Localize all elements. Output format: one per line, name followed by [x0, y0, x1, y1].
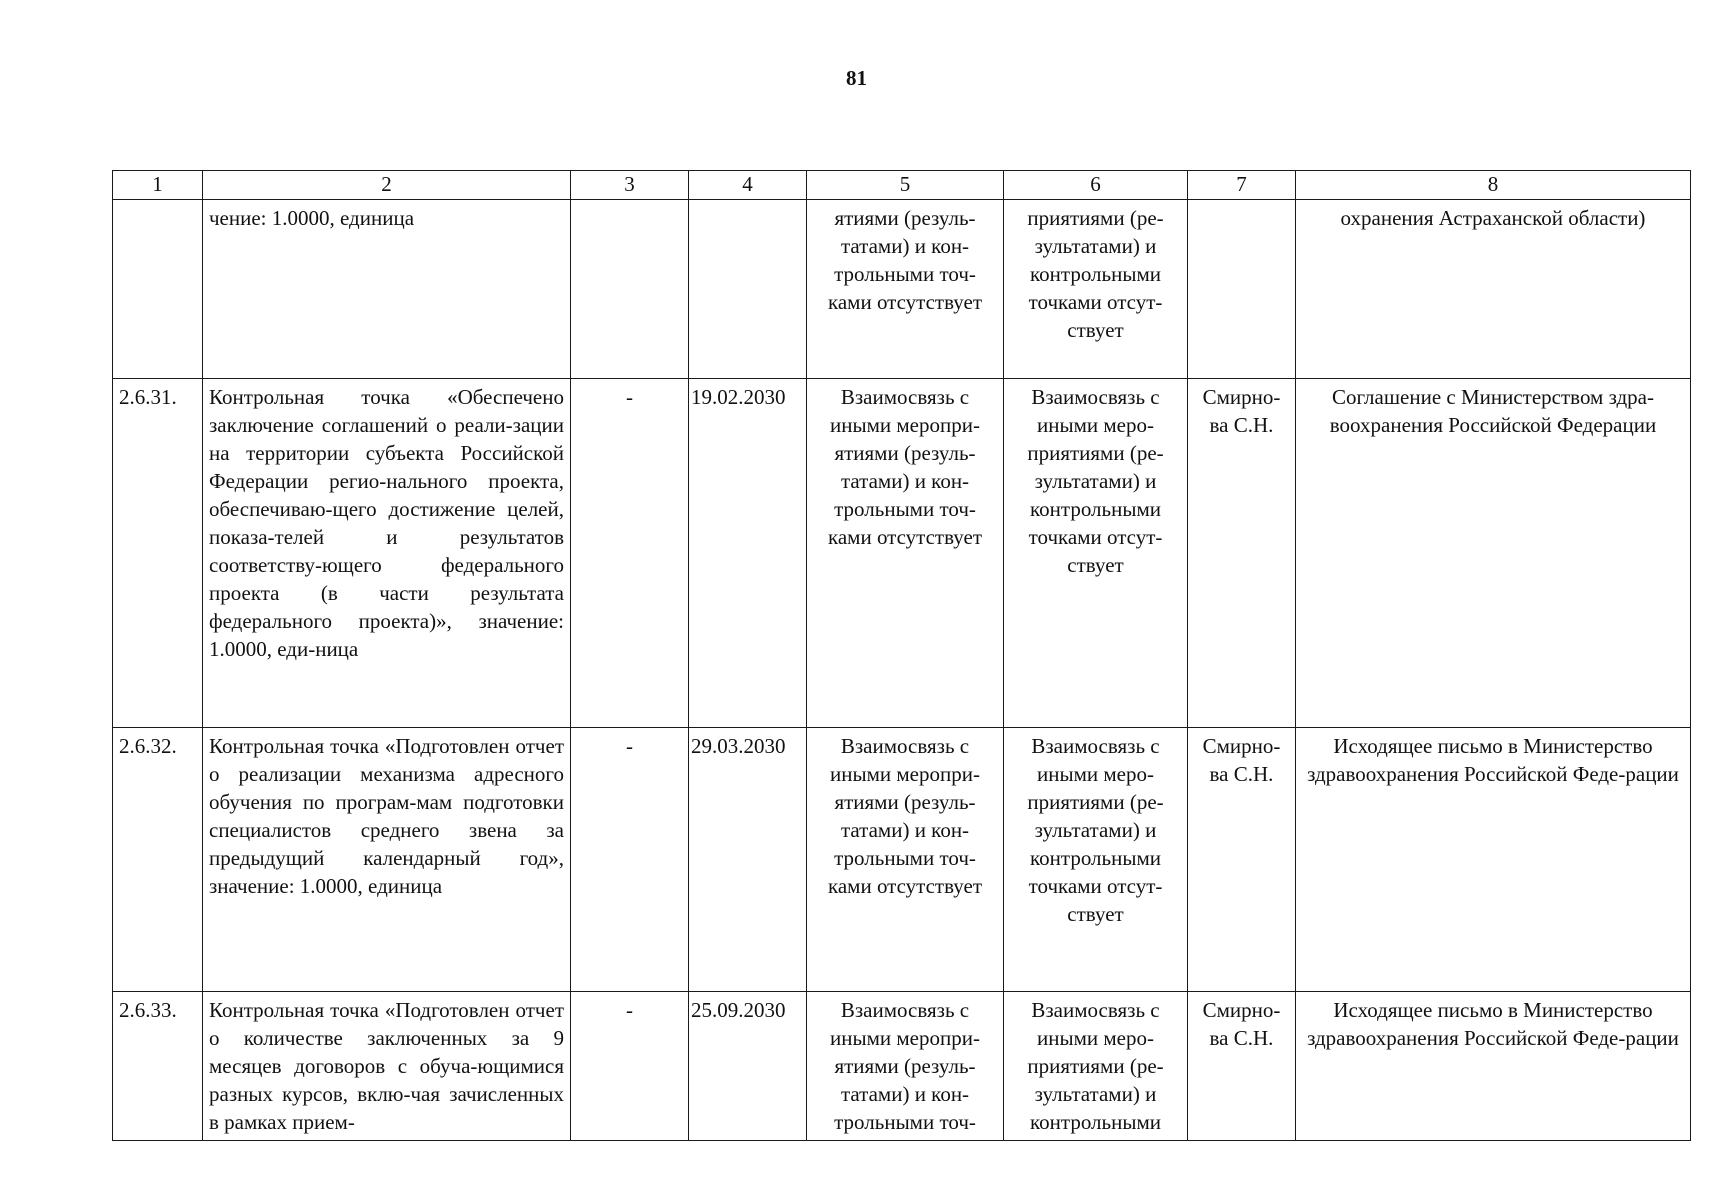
- row-responsible: [1188, 200, 1296, 379]
- row-date: [689, 200, 807, 379]
- table-row: [113, 728, 1691, 992]
- row-col3: -: [571, 728, 689, 992]
- header-col-2: 2: [203, 171, 571, 200]
- row-col5: Взаимосвязь с иными меропри-ятиями (резуль-татами) и кон-трольными точ-ками отсутствует: [807, 728, 1004, 992]
- row-col6: Взаимосвязь с иными меро-приятиями (ре-зультатами) и контрольными: [1004, 992, 1188, 1141]
- header-col-8: 8: [1296, 171, 1691, 200]
- header-col-1: 1: [113, 171, 203, 200]
- header-col-4: 4: [689, 171, 807, 200]
- row-number: 2.6.32.: [113, 728, 203, 992]
- header-col-3: 3: [571, 171, 689, 200]
- row-responsible: Смирно-ва С.Н.: [1188, 728, 1296, 992]
- row-col3: -: [571, 992, 689, 1141]
- row-description: Контрольная точка «Подготовлен отчет о количестве заключенных за 9 месяцев договоров с обуча-ющимися разных курсов, вклю-чая зачисленных в рамках прием-: [203, 992, 571, 1141]
- header-col-6: 6: [1004, 171, 1188, 200]
- row-date: 25.09.2030: [689, 992, 807, 1141]
- row-description: Контрольная точка «Обеспечено заключение соглашений о реали-зации на территории субъекта Российской Федерации регио-нального проекта, обеспечиваю-щего достижение целей, показа-телей и результатов соответству-ющего федерального проекта (в части результата федерального проекта)», значение: 1.0000, еди-ница: [203, 379, 571, 728]
- table-row: [113, 992, 1691, 1141]
- row-number: 2.6.33.: [113, 992, 203, 1141]
- row-document: Исходящее письмо в Министерство здравоохранения Российской Феде-рации: [1296, 992, 1691, 1141]
- row-description: Контрольная точка «Подготовлен отчет о реализации механизма адресного обучения по програм-мам подготовки специалистов среднего звена за предыдущий календарный год», значение: 1.0000, единица: [203, 728, 571, 992]
- row-responsible: Смирно-ва С.Н.: [1188, 992, 1296, 1141]
- row-description: чение: 1.0000, единица: [203, 200, 571, 379]
- row-document: Соглашение с Министерством здра-воохранения Российской Федерации: [1296, 379, 1691, 728]
- row-col5: Взаимосвязь с иными меропри-ятиями (резуль-татами) и кон-трольными точ-: [807, 992, 1004, 1141]
- table-row: [113, 200, 1691, 379]
- row-number: 2.6.31.: [113, 379, 203, 728]
- row-col6: Взаимосвязь с иными меро-приятиями (ре-зультатами) и контрольными точками отсут-ствует: [1004, 379, 1188, 728]
- row-col5: Взаимосвязь с иными меропри-ятиями (резуль-татами) и кон-трольными точ-ками отсутствует: [807, 379, 1004, 728]
- row-col6: Взаимосвязь с иными меро-приятиями (ре-зультатами) и контрольными точками отсут-ствует: [1004, 728, 1188, 992]
- header-col-7: 7: [1188, 171, 1296, 200]
- row-col5: ятиями (резуль-татами) и кон-трольными точ-ками отсутствует: [807, 200, 1004, 379]
- row-document: охранения Астраханской области): [1296, 200, 1691, 379]
- row-col3: [571, 200, 689, 379]
- row-document: Исходящее письмо в Министерство здравоохранения Российской Феде-рации: [1296, 728, 1691, 992]
- row-responsible: Смирно-ва С.Н.: [1188, 379, 1296, 728]
- row-col3: -: [571, 379, 689, 728]
- row-col6: приятиями (ре-зультатами) и контрольными точками отсут-ствует: [1004, 200, 1188, 379]
- header-col-5: 5: [807, 171, 1004, 200]
- row-date: 19.02.2030: [689, 379, 807, 728]
- row-date: 29.03.2030: [689, 728, 807, 992]
- table-row: [113, 379, 1691, 728]
- page-number: 81: [846, 66, 867, 90]
- row-number: [113, 200, 203, 379]
- plan-table: [112, 170, 1691, 1141]
- header-row: [113, 171, 1691, 200]
